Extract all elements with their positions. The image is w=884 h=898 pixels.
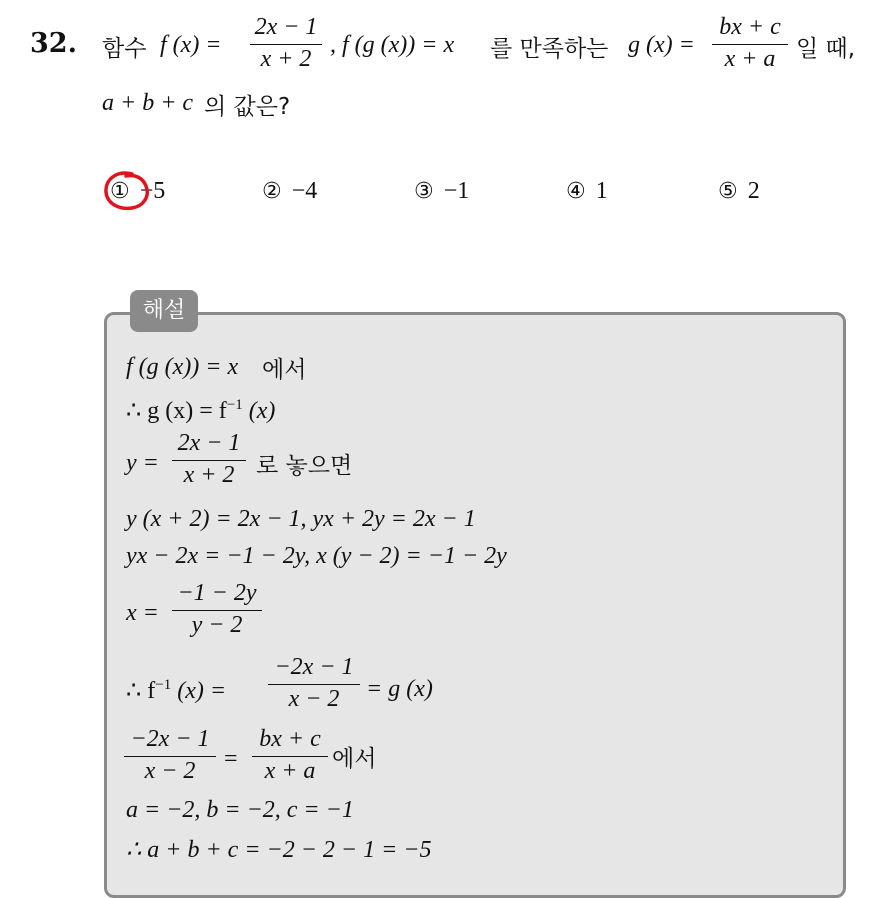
f-definition-lhs: f (x) =	[160, 32, 222, 58]
fraction-bar	[172, 610, 262, 611]
solution-line-1-math: f (g (x)) = x	[126, 354, 239, 380]
f-numerator: 2x − 1	[254, 14, 318, 40]
fraction-bar	[124, 756, 216, 757]
choice-2-value: −4	[291, 178, 318, 204]
solution-line-2-tail: (x)	[242, 398, 276, 424]
solution-line-8-right-fraction	[252, 726, 328, 785]
solution-line-7-rhs: = g (x)	[366, 676, 433, 702]
solution-line-7-mid: (x) =	[171, 678, 227, 704]
g-fraction	[712, 14, 788, 73]
g-numerator: bx + c	[719, 14, 781, 40]
fraction-denominator: y − 2	[191, 612, 243, 638]
fraction-denominator: x + a	[264, 758, 316, 784]
solution-line-10: ∴ a + b + c = −2 − 2 − 1 = −5	[126, 837, 432, 863]
solution-line-2	[126, 396, 275, 425]
fraction-numerator: −2x − 1	[274, 654, 354, 680]
solution-line-6-fraction	[172, 580, 262, 639]
choice-2[interactable]	[262, 178, 317, 205]
composition-condition: , f (g (x)) = x	[330, 32, 455, 58]
fraction-numerator: −1 − 2y	[177, 580, 257, 606]
fraction-bar	[712, 44, 788, 45]
choice-4-mark: ④	[566, 179, 586, 204]
fraction-denominator: x − 2	[144, 758, 196, 784]
fraction-denominator: x + 2	[183, 462, 235, 488]
solution-tag: 해설	[130, 290, 198, 332]
solution-line-3-text: 로 놓으면	[256, 453, 353, 479]
solution-line-5: yx − 2x = −1 − 2y, x (y − 2) = −1 − 2y	[126, 543, 507, 569]
solution-line-8-left-fraction	[124, 726, 216, 785]
g-denominator: x + a	[724, 46, 776, 72]
question-word-function: 함수	[102, 36, 147, 62]
f-fraction	[250, 14, 322, 73]
g-definition-lhs: g (x) =	[628, 32, 695, 58]
question-sum-expression: a + b + c	[102, 90, 194, 116]
solution-line-9: a = −2, b = −2, c = −1	[126, 797, 354, 823]
choice-5[interactable]	[718, 178, 760, 205]
solution-line-7-lhs	[126, 676, 226, 705]
answer-circle-mark	[102, 168, 154, 214]
choice-4-value: 1	[595, 178, 608, 204]
fraction-bar	[252, 756, 328, 757]
question-ask: 의 값은?	[204, 94, 291, 120]
choice-2-mark: ②	[262, 179, 282, 204]
fraction-numerator: −2x − 1	[130, 726, 210, 752]
problem-number: 32.	[30, 28, 77, 59]
solution-line-7-fraction	[268, 654, 360, 713]
fraction-numerator: 2x − 1	[177, 430, 241, 456]
inverse-superscript: −1	[226, 397, 243, 413]
solution-line-1-text: 에서	[262, 357, 307, 383]
condition-text: 를 만족하는	[490, 36, 609, 62]
solution-line-8-equals: =	[224, 746, 238, 772]
choice-4[interactable]	[566, 178, 608, 205]
choice-3-mark: ③	[414, 179, 434, 204]
solution-line-3-fraction	[172, 430, 246, 489]
choice-1-value: −5	[139, 178, 166, 204]
choice-3-value: −1	[443, 178, 470, 204]
fraction-bar	[172, 460, 246, 461]
solution-line-6-lhs: x =	[126, 600, 159, 626]
inverse-superscript: −1	[155, 677, 172, 693]
choice-5-value: 2	[747, 178, 760, 204]
f-denominator: x + 2	[260, 46, 312, 72]
choice-5-mark: ⑤	[718, 179, 738, 204]
solution-line-8-text: 에서	[332, 746, 377, 772]
fraction-numerator: bx + c	[259, 726, 321, 752]
solution-line-3-lhs: y =	[126, 450, 159, 476]
solution-line-2-main: ∴ g (x) = f	[126, 398, 227, 424]
fraction-bar	[268, 684, 360, 685]
solution-line-4: y (x + 2) = 2x − 1, yx + 2y = 2x − 1	[126, 506, 476, 532]
choice-3[interactable]	[414, 178, 469, 205]
fraction-bar	[250, 44, 322, 45]
fraction-denominator: x − 2	[288, 686, 340, 712]
choice-1-mark: ①	[110, 179, 130, 204]
solution-line-7-main: ∴ f	[126, 678, 156, 704]
question-tail: 일 때,	[796, 36, 856, 62]
